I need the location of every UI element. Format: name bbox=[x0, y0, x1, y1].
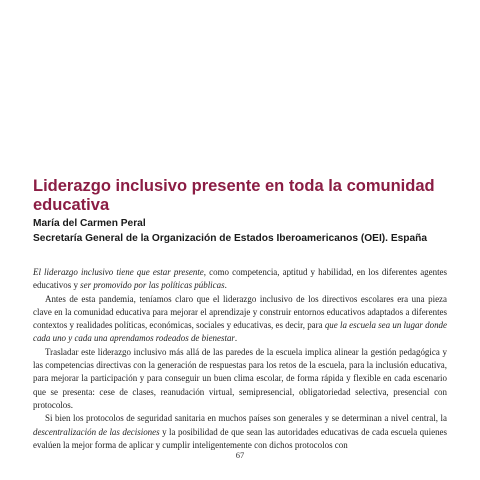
paragraph-2 bbox=[33, 293, 447, 346]
author-affiliation: Secretaría General de la Organización de Estados Iberoamericanos (OEI). España bbox=[33, 233, 428, 244]
author-name: María del Carmen Peral bbox=[33, 218, 146, 229]
paragraph-3-text-1: Trasladar este liderazgo inclusivo más allá de las paredes de la escuela implica alinear la gestión pedagógica y las competencias directivas con la generación de respuestas para los retos de la escuela, para la inclusión educativa, para mejorar la participación y para conseguir un buen clima escolar, de forma rápida y flexible en cada escenario que se presenta: cese de clases, reanudación virtual, semipresencial, obligatoriedad selectiva, presencial con protocolos. bbox=[33, 346, 447, 410]
chapter-title: Liderazgo inclusivo presente en toda la comunidad educativa bbox=[33, 177, 435, 214]
paragraph-4 bbox=[33, 412, 447, 452]
paragraph-1-text-2: . bbox=[224, 280, 227, 291]
paragraph-1-italic-1: El liderazgo inclusivo tiene que estar presente bbox=[33, 267, 204, 277]
paragraph-1-italic-2: ser promovido por las políticas públicas bbox=[80, 280, 225, 291]
page-number: 67 bbox=[235, 450, 245, 460]
paragraph-1-text-1: , como competencia, aptitud y habilidad, en los diferentes agentes educativos y bbox=[33, 267, 447, 291]
paragraph-4-italic-1: descentralización de las decisiones bbox=[33, 426, 160, 437]
paragraph-4-text-2: y la posibilidad de que sean las autoridades educativas de cada escuela quienes evalúen la mejor forma de aplicar y cumplir inteligentemente con dichos protocolos con bbox=[33, 426, 447, 450]
paragraph-2-text-2: . bbox=[234, 333, 238, 344]
paragraph-3 bbox=[33, 346, 447, 412]
body-text bbox=[33, 266, 447, 452]
paragraph-1 bbox=[33, 266, 447, 293]
paragraph-2-text-1: Antes de esta pandemia, teníamos claro que el liderazgo inclusivo de los directivos escolares era una pieza clave en la comunidad educativa para mejorar el aprendizaje y construir entornos educativos adaptados a diferentes contextos y realidades políticas, económicas, sociales y educativas, es decir, para bbox=[33, 293, 447, 331]
paragraph-4-text-1: Si bien los protocolos de seguridad sanitaria en muchos países son generales y se determinan a nivel central, la bbox=[45, 413, 447, 424]
paragraph-2-italic-1: que la escuela sea un lugar donde cada uno y cada una aprendamos rodeados de bienestar bbox=[33, 320, 447, 344]
